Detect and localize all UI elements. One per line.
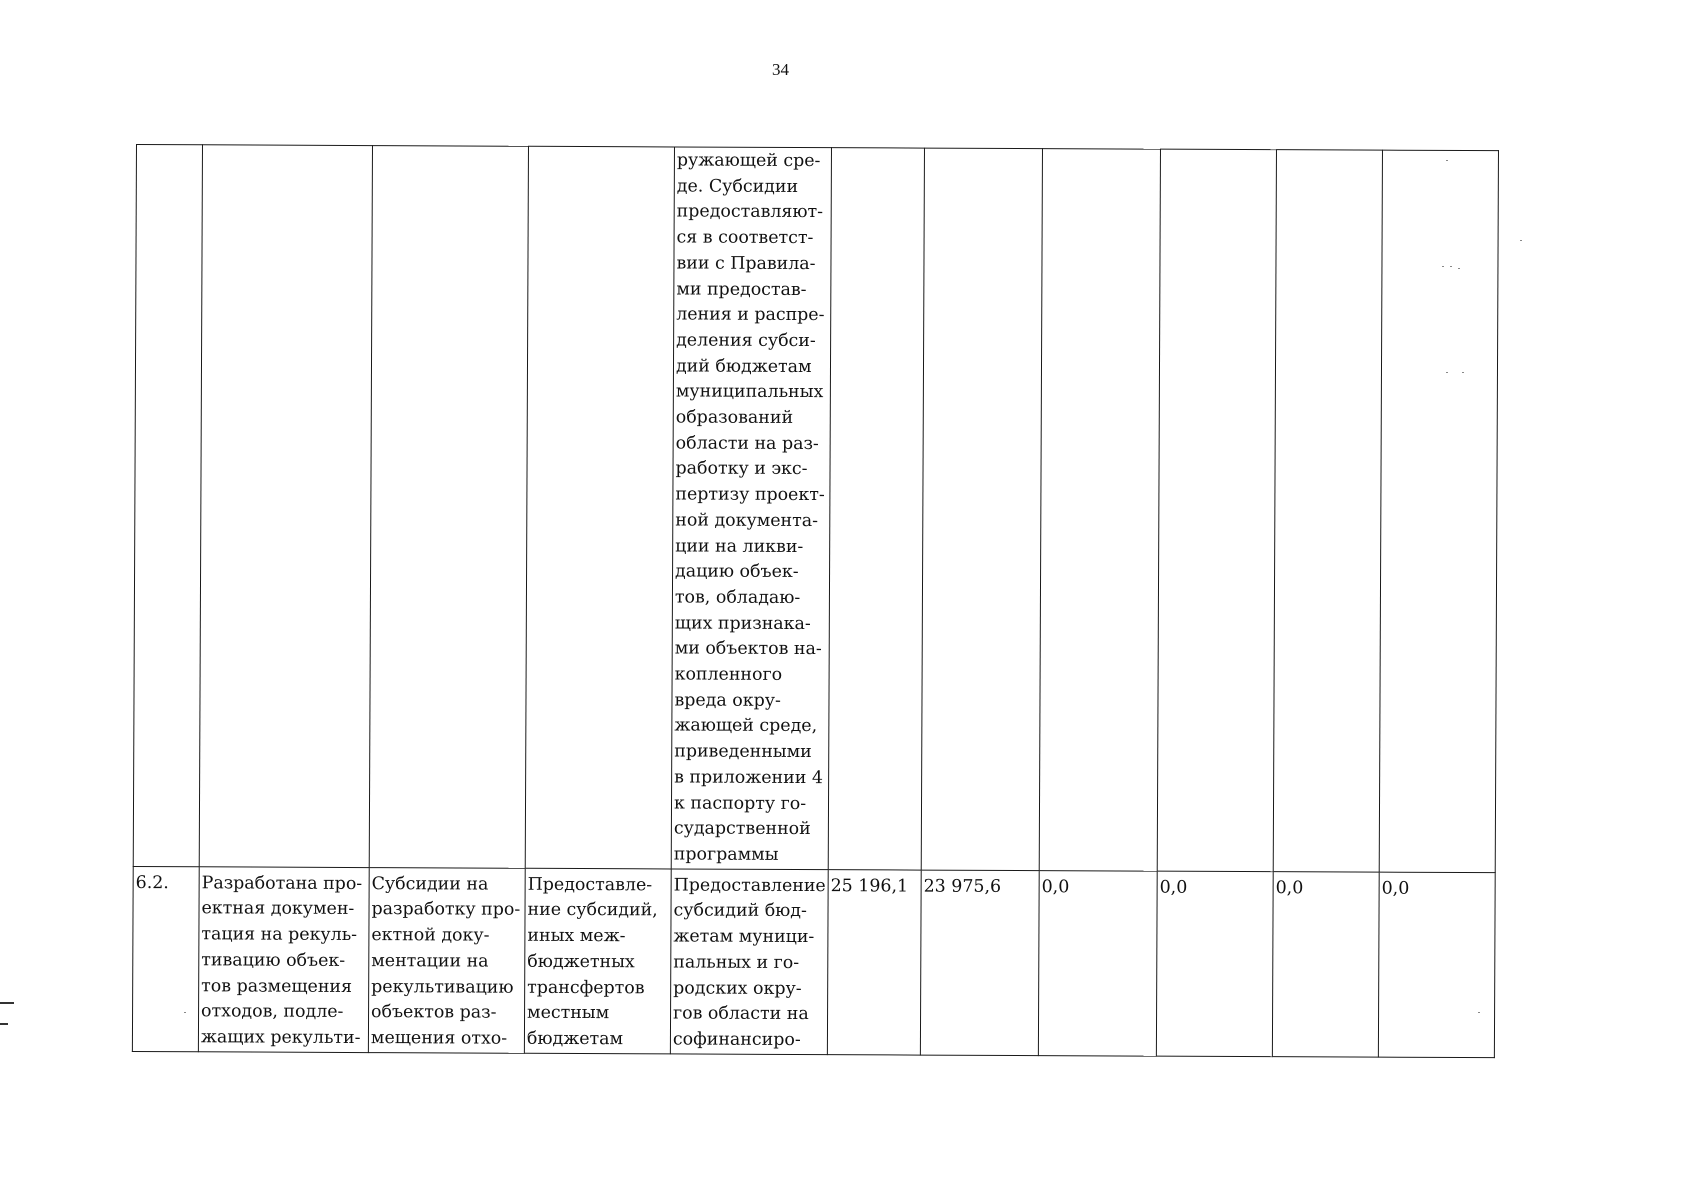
scan-speck — [1458, 268, 1460, 269]
cell-number: 6.2. — [132, 866, 199, 1051]
scan-edge-mark — [0, 1002, 14, 1004]
scan-speck — [184, 1012, 186, 1013]
cell-description: ружающей сре- де. Субсидии предоставляют- ся в соответст- вии с Правила- ми предостав- ления и распре- деления субси- дий бюджетам муниципальных образований области на раз- работку и экс- пертизу проект- ной документа- ции на ликви- дацию объек- тов, обладаю- щих признака- ми объектов на- копленного вреда окру- жающей среде, приведенными в приложении 4 к паспорту го- сударственной программы — [671, 147, 831, 869]
scan-speck — [1462, 372, 1464, 373]
table-row-6-2 — [132, 866, 1495, 1057]
cell-measure-name: Субсидии на разработку про- ектной доку- ментации на рекультивацию объектов раз- мещения отхо- — [368, 867, 525, 1053]
scan-speck — [1446, 160, 1448, 161]
cell-value-3 — [1039, 149, 1160, 871]
cell-value-1: 25 196,1 — [827, 869, 921, 1054]
scan-speck — [1446, 372, 1448, 373]
cell-value-4: 0,0 — [1156, 871, 1273, 1056]
scan-speck — [1478, 1012, 1480, 1013]
table-row-continuation — [133, 145, 1498, 873]
cell-measure-type: Предоставле- ние субсидий, иных меж- бюджетных трансфертов местным бюджетам — [524, 868, 671, 1054]
cell-result — [199, 145, 372, 867]
cell-value-5 — [1273, 150, 1382, 872]
cell-value-2: 23 975,6 — [920, 870, 1039, 1055]
cell-result: Разработана про- ектная докумен- тация на рекуль- тивацию объек- тов размещения отходов, подле- жащих рекульти- — [198, 866, 369, 1052]
cell-description: Предоставление субсидий бюд- жетам муници- пальных и го- родских окру- гов области на софинансиро- — [670, 869, 828, 1055]
scan-speck — [1450, 266, 1452, 267]
cell-value-4 — [1157, 149, 1276, 871]
scan-speck — [1442, 266, 1444, 267]
cell-value-2 — [921, 148, 1042, 870]
program-table — [132, 144, 1499, 1058]
cell-value-5: 0,0 — [1272, 871, 1379, 1056]
cell-value-6 — [1379, 150, 1498, 872]
cell-measure-type — [525, 146, 674, 868]
cell-value-3: 0,0 — [1038, 870, 1157, 1055]
cell-value-1 — [828, 148, 924, 870]
cell-measure-name — [369, 146, 528, 868]
page-number: 34 — [772, 60, 789, 79]
cell-value-6: 0,0 — [1378, 872, 1495, 1057]
scan-speck — [1520, 240, 1522, 241]
scan-edge-mark — [0, 1023, 8, 1025]
cell-number — [133, 145, 202, 867]
